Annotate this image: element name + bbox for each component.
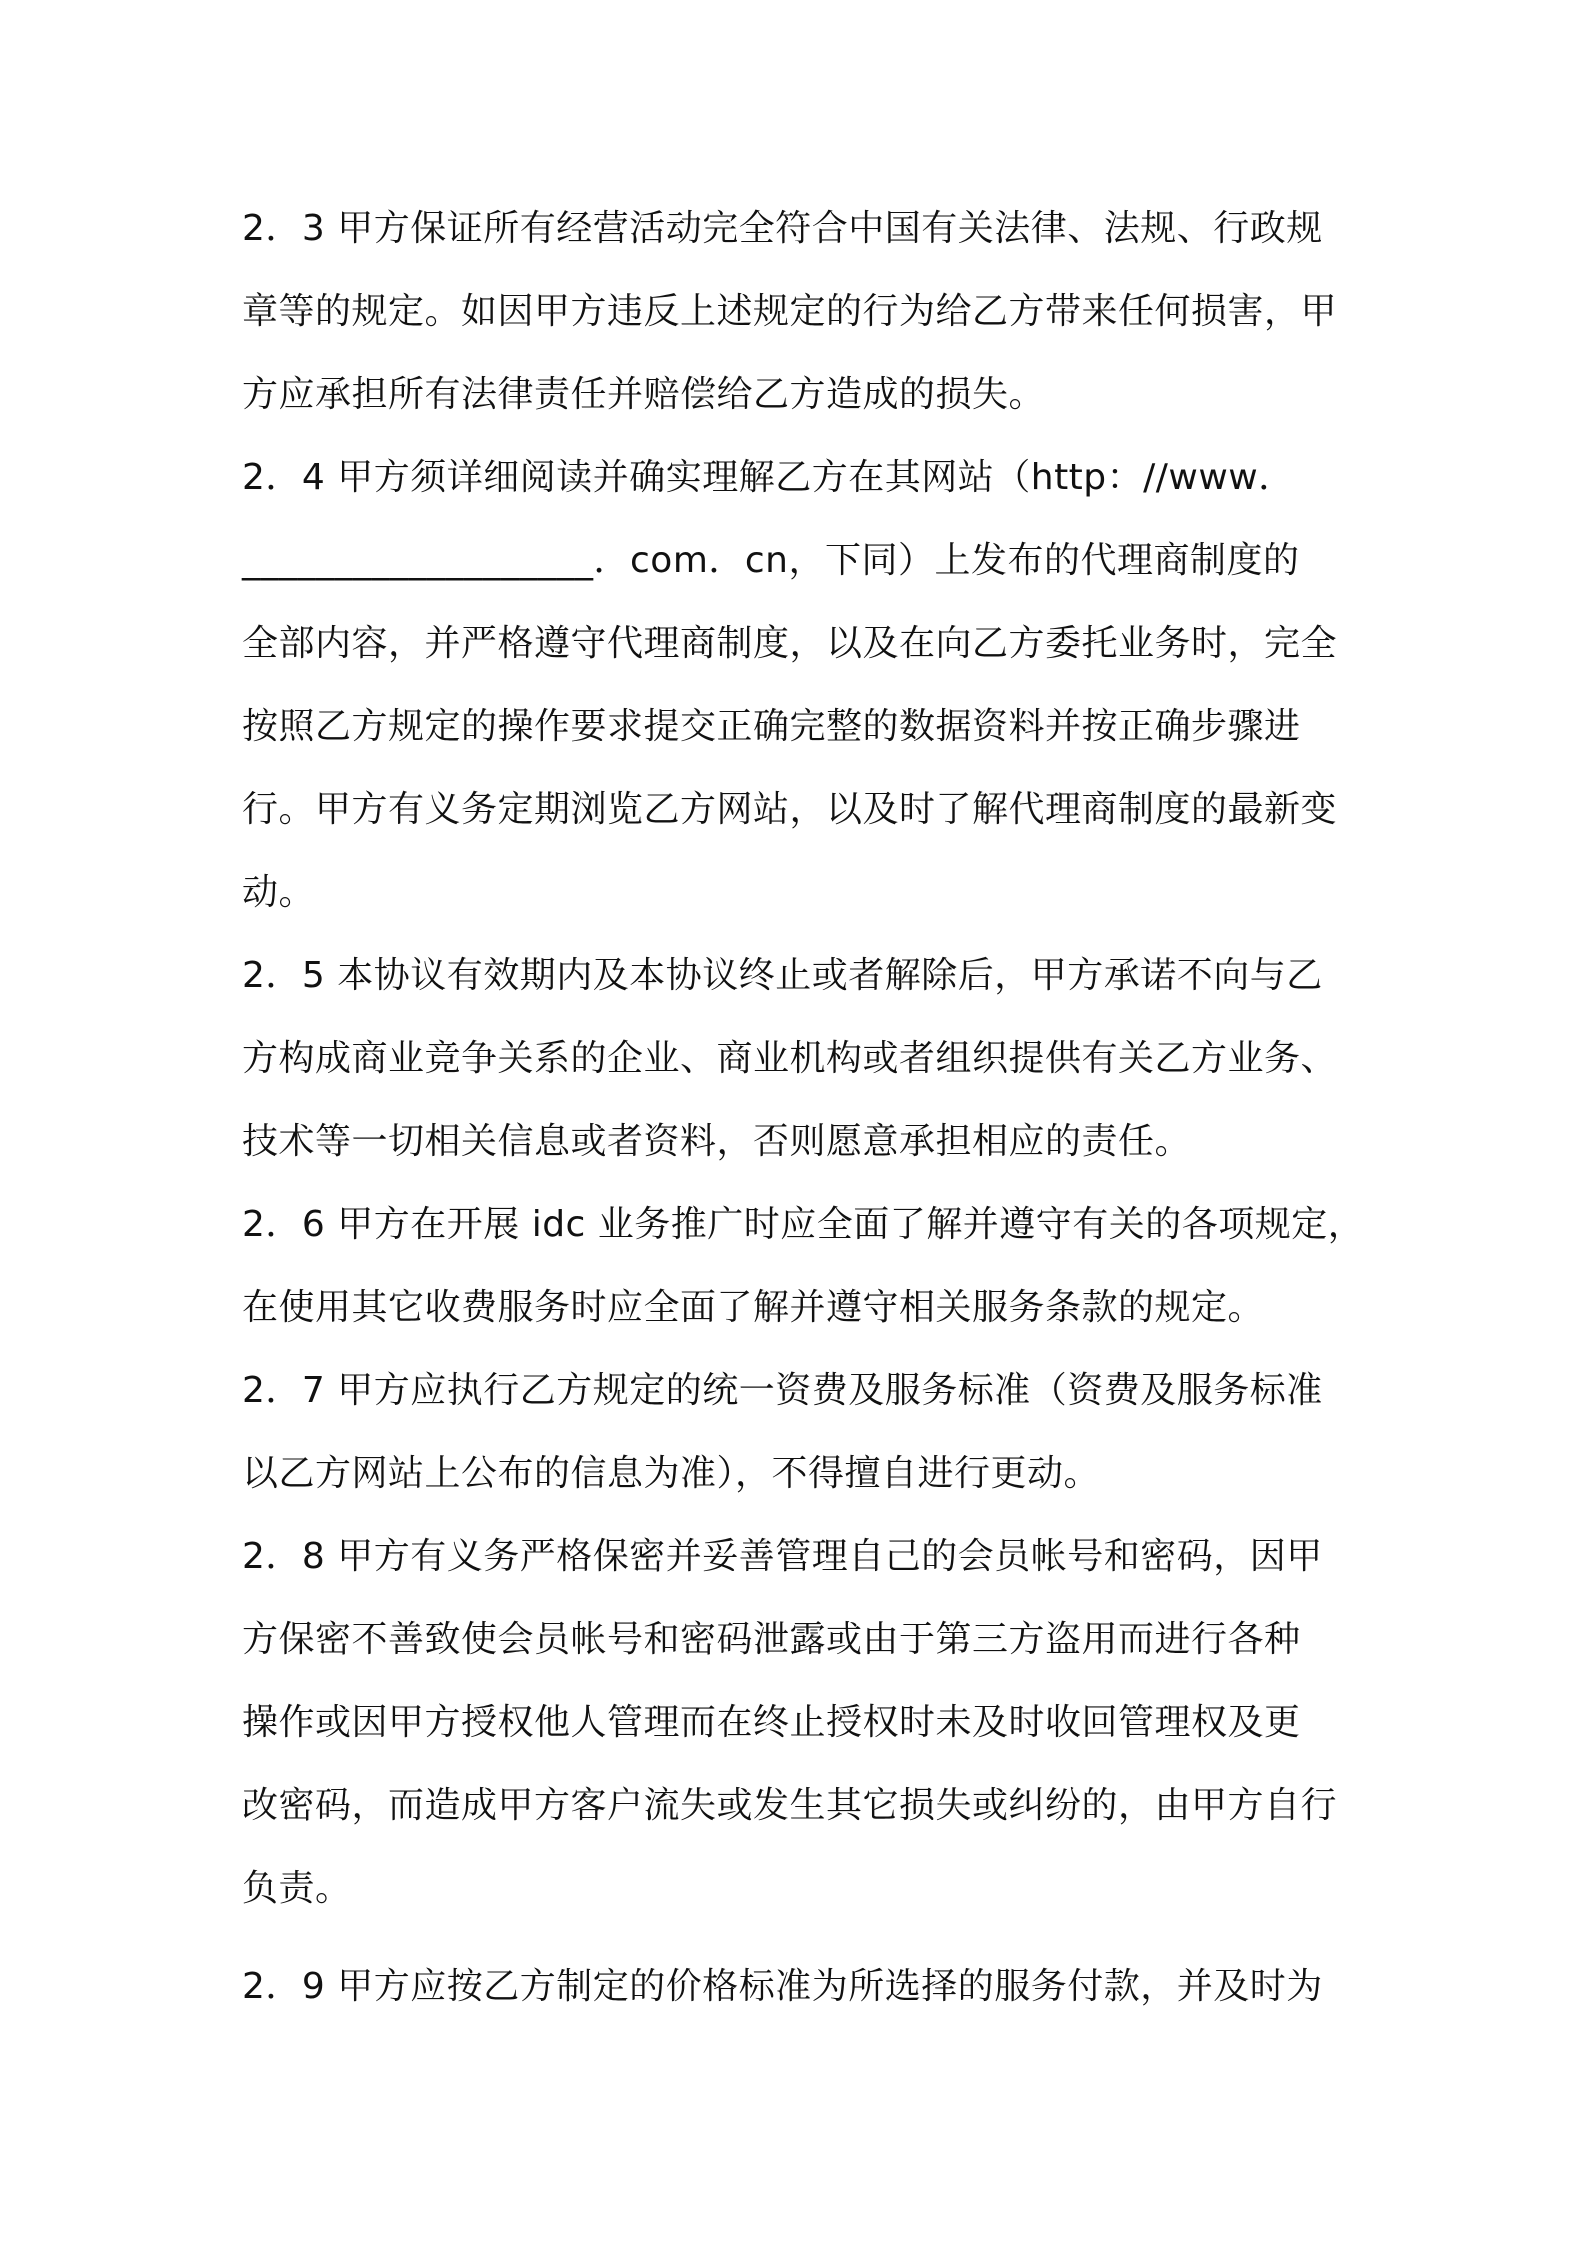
text-line: 改密码，而造成甲方客户流失或发生其它损失或纠纷的，由甲方自行 [242,1785,1338,1826]
text-line: 2．3 甲方保证所有经营活动完全符合中国有关法律、法规、行政规 [242,208,1323,249]
text-line: 负责。 [242,1868,352,1909]
text-line: 2．8 甲方有义务严格保密并妥善管理自己的会员帐号和密码，因甲 [242,1536,1323,1577]
text-line: 按照乙方规定的操作要求提交正确完整的数据资料并按正确步骤进 [242,706,1301,747]
text-line: 动。 [242,872,316,913]
text-line: 方应承担所有法律责任并赔偿给乙方造成的损失。 [242,374,1046,415]
text-line: 操作或因甲方授权他人管理而在终止授权时未及时收回管理权及更 [242,1702,1301,1743]
text-line: 2．5 本协议有效期内及本协议终止或者解除后，甲方承诺不向与乙 [242,955,1323,996]
text-line: 方构成商业竞争关系的企业、商业机构或者组织提供有关乙方业务、 [242,1038,1338,1079]
text-line: 2．9 甲方应按乙方制定的价格标准为所选择的服务付款，并及时为 [242,1966,1323,2007]
text-line: 在使用其它收费服务时应全面了解并遵守相关服务条款的规定。 [242,1287,1265,1328]
text-line: ___________________．com．cn，下同）上发布的代理商制度的 [242,540,1300,581]
text-line: 技术等一切相关信息或者资料，否则愿意承担相应的责任。 [242,1121,1192,1162]
text-line: 以乙方网站上公布的信息为准），不得擅自进行更动。 [242,1453,1101,1494]
text-line: 章等的规定。如因甲方违反上述规定的行为给乙方带来任何损害，甲 [242,291,1338,332]
text-line: 全部内容，并严格遵守代理商制度，以及在向乙方委托业务时，完全 [242,623,1338,664]
text-line: 2．4 甲方须详细阅读并确实理解乙方在其网站（http：//www． [242,457,1295,498]
text-line: 方保密不善致使会员帐号和密码泄露或由于第三方盗用而进行各种 [242,1619,1301,1660]
text-line: 2．7 甲方应执行乙方规定的统一资费及服务标准（资费及服务标准 [242,1370,1323,1411]
text-line: 2．6 甲方在开展 idc 业务推广时应全面了解并遵守有关的各项规定， [242,1204,1365,1245]
text-line: 行。甲方有义务定期浏览乙方网站，以及时了解代理商制度的最新变 [242,789,1338,830]
